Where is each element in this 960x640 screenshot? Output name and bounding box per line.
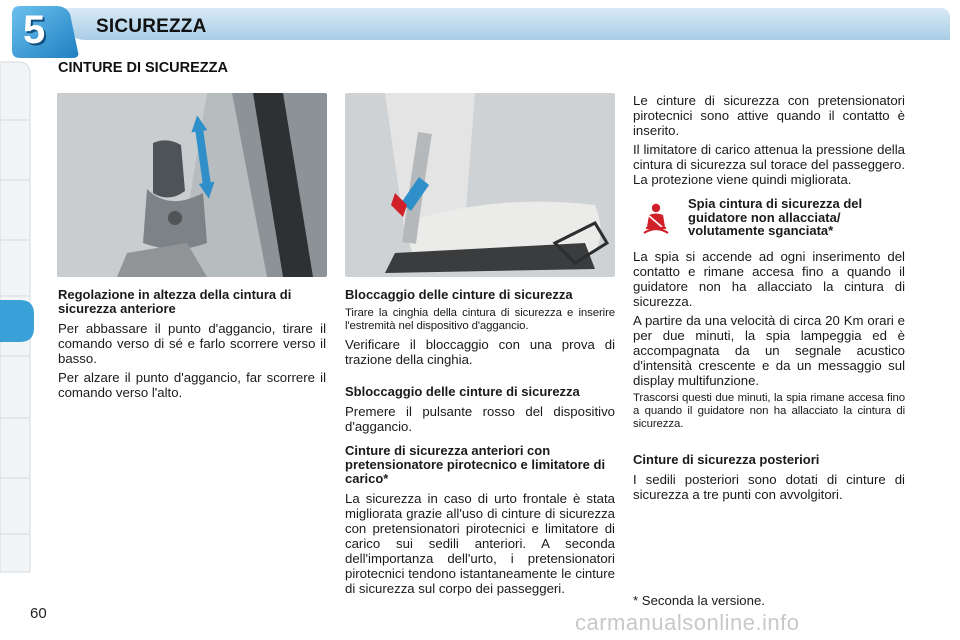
chapter-title: SICUREZZA xyxy=(96,16,207,37)
chapter-tabs xyxy=(0,58,40,578)
rear-belts-heading: Cinture di sicurezza posteriori xyxy=(633,452,820,467)
paragraph: Per alzare il punto d'aggancio, far scorrere il comando verso l'alto. xyxy=(58,370,326,400)
belt-height-heading: Regolazione in altezza della cintura di sicurezza anteriore xyxy=(58,287,292,316)
paragraph: Trascorsi questi due minuti, la spia rimane accesa fino a quando il guidatore non ha allacciato la cintura di sicurezza. xyxy=(633,392,905,430)
paragraph: La spia si accende ad ogni inserimento del contatto e rimane accesa fino a quando il guidatore non ha allacciato la cintura di sicurezza. xyxy=(633,249,905,309)
locking-heading: Bloccaggio delle cinture di sicurezza xyxy=(345,287,573,302)
paragraph: Per abbassare il punto d'aggancio, tirare il comando verso di sé e farlo scorrere verso il basso. xyxy=(58,321,326,366)
section-title: CINTURE DI SICUREZZA xyxy=(58,60,228,76)
footnote: * Seconda la versione. xyxy=(633,593,765,608)
column-3 xyxy=(633,93,905,191)
seat-buckle-photo xyxy=(345,93,615,277)
page-number: 60 xyxy=(30,605,47,622)
unlocking-heading: Sbloccaggio delle cinture di sicurezza xyxy=(345,384,580,399)
paragraph: Verificare il bloccaggio con una prova di trazione della cinghia. xyxy=(345,337,615,367)
paragraph: A partire da una velocità di circa 20 Km orari e per due minuti, la spia lampeggia ed è accompagnata da un segnale acustico d'intensità crescente e da un messaggio sul display multifunzione. xyxy=(633,313,905,388)
paragraph: Le cinture di sicurezza con pretensionatori pirotecnici sono attive quando il contatto è inserito. xyxy=(633,93,905,138)
chapter-number: 5 xyxy=(23,8,46,52)
paragraph: Tirare la cinghia della cintura di sicurezza e inserire l'estremità nel dispositivo d'aggancio. xyxy=(345,307,615,332)
belt-height-adjuster-photo xyxy=(57,93,327,277)
paragraph: La sicurezza in caso di urto frontale è stata migliorata grazie all'uso di cinture di sicurezza con pretensionatori pirotecnici e limitatore di carico sui sedili anteriori. A seconda dell'importanza dell'urto, i pretensionatori pirotecnici tendono istantaneamente le cinture di sicurezza sul corpo dei passeggeri. xyxy=(345,491,615,596)
paragraph: Il limitatore di carico attenua la pressione della cintura di sicurezza sul torace del passeggero. La protezione viene quindi migliorata. xyxy=(633,142,905,187)
column-3-continued xyxy=(633,249,905,506)
watermark: carmanualsonline.info xyxy=(575,610,800,635)
warning-light-heading: Spia cintura di sicurezza del guidatore non allacciata/ volutamente sganciata* xyxy=(688,196,863,238)
paragraph: Premere il pulsante rosso del dispositivo d'aggancio. xyxy=(345,404,615,434)
seatbelt-warning-icon xyxy=(641,203,671,235)
column-1 xyxy=(58,288,326,404)
column-2 xyxy=(345,288,615,600)
pretensioner-heading: Cinture di sicurezza anteriori con pretensionatore pirotecnico e limitatore di carico* xyxy=(345,443,606,486)
paragraph: I sedili posteriori sono dotati di cinture di sicurezza a tre punti con avvolgitori. xyxy=(633,472,905,502)
